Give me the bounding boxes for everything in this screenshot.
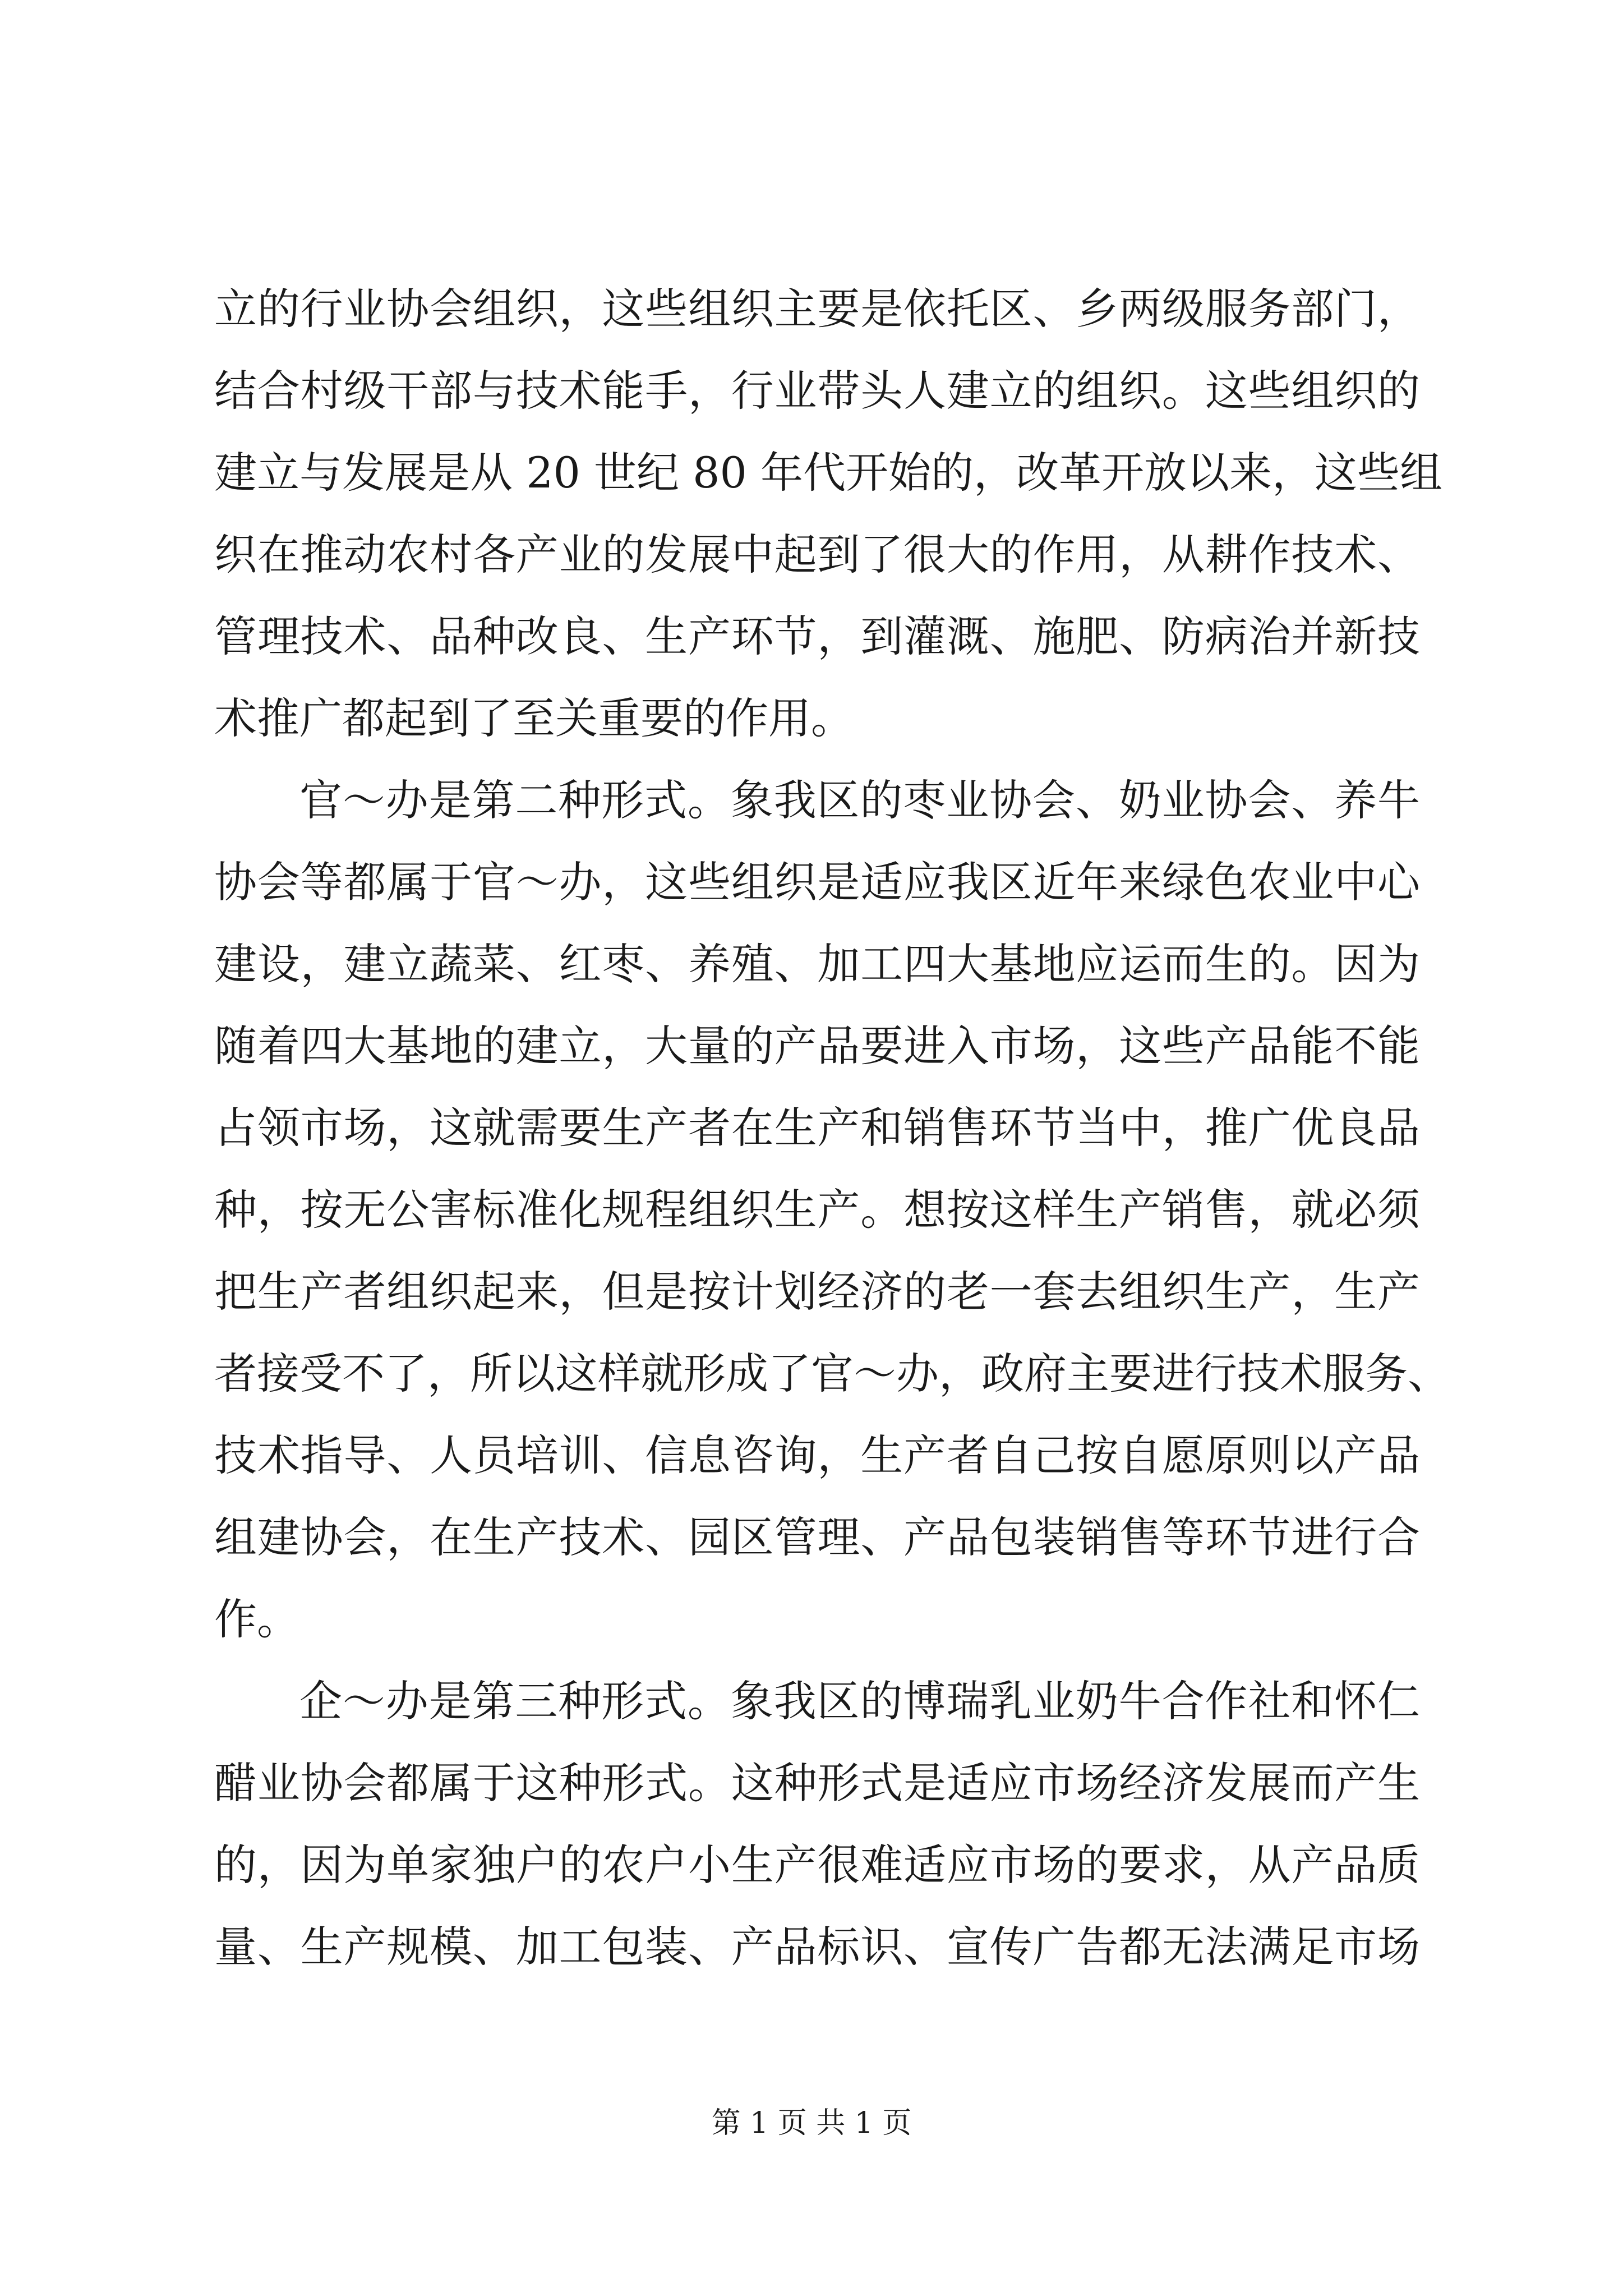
body-text [214,268,1450,1988]
text-line: 占领市场，这就需要生产者在生产和销售环节当中，推广优良品 [214,1103,1420,1153]
page-footer: 第 1 页 共 1 页 [711,2106,912,2140]
text-line: 者接受不了，所以这样就形成了官～办，政府主要进行技术服务、 [214,1349,1450,1398]
text-line: 随着四大基地的建立，大量的产品要进入市场，这些产品能不能 [214,1021,1420,1071]
text-line: 的，因为单家独户的农户小生产很难适应市场的要求，从产品质 [214,1840,1420,1890]
text-line: 织在推动农村各产业的发展中起到了很大的作用，从耕作技术、 [214,530,1420,579]
text-line: 立的行业协会组织，这些组织主要是依托区、乡两级服务部门， [214,284,1420,334]
text-line: 结合村级干部与技术能手，行业带头人建立的组织。这些组织的 [214,366,1420,416]
text-line: 术推广都起到了至关重要的作用。 [214,693,854,743]
text-line: 官～办是第二种形式。象我区的枣业协会、奶业协会、养牛 [299,775,1420,825]
text-line: 技术指导、人员培训、信息咨询，生产者自己按自愿原则以产品 [214,1430,1420,1480]
text-line: 把生产者组织起来，但是按计划经济的老一套去组织生产，生产 [214,1267,1420,1317]
text-line: 企～办是第三种形式。象我区的博瑞乳业奶牛合作社和怀仁 [299,1676,1420,1726]
text-line: 建设，建立蔬菜、红枣、养殖、加工四大基地应运而生的。因为 [214,939,1420,989]
text-line: 建立与发展是从 20 世纪 80 年代开始的，改革开放以来，这些组 [214,448,1443,498]
text-line: 管理技术、品种改良、生产环节，到灌溉、施肥、防病治并新技 [214,611,1420,661]
text-line: 作。 [214,1594,299,1644]
text-line: 醋业协会都属于这种形式。这种形式是适应市场经济发展而产生 [214,1758,1420,1808]
text-line: 协会等都属于官～办，这些组织是适应我区近年来绿色农业中心 [214,857,1420,907]
text-line: 组建协会，在生产技术、园区管理、产品包装销售等环节进行合 [214,1512,1420,1562]
text-line: 种，按无公害标准化规程组织生产。想按这样生产销售，就必须 [214,1185,1420,1235]
text-line: 量、生产规模、加工包装、产品标识、宣传广告都无法满足市场 [214,1922,1420,1972]
